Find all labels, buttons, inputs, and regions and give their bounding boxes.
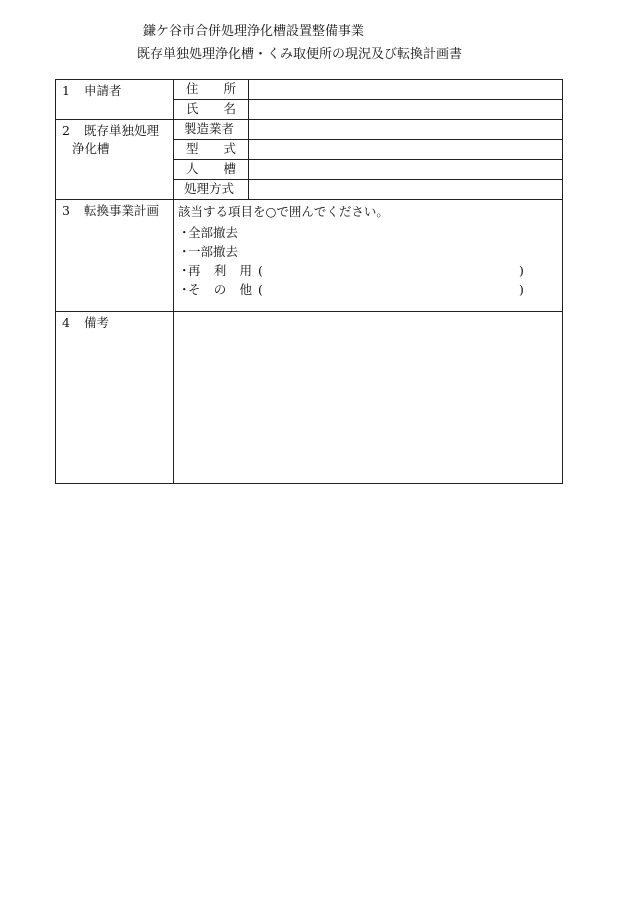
open-paren: ( xyxy=(258,262,263,278)
conversion-plan-form-table xyxy=(55,79,563,484)
close-paren: ) xyxy=(519,281,524,297)
section-number: 1 xyxy=(62,83,70,98)
section-title: 転換事業計画 xyxy=(84,203,160,218)
section-title-continued: 浄化槽 xyxy=(72,141,110,156)
section-title: 既存単独処理 xyxy=(84,123,160,138)
open-paren: ( xyxy=(258,281,263,297)
option-label: 全部撤去 xyxy=(188,224,239,240)
section-remarks-label xyxy=(56,312,174,484)
treatment-method-label: 処理方式 xyxy=(174,180,249,200)
table-row xyxy=(56,312,563,484)
option-other[interactable]: ・ そ の 他 ( ) xyxy=(178,281,524,297)
option-full-removal[interactable]: ・ 全部撤去 xyxy=(178,224,239,240)
section-applicant-label xyxy=(56,80,174,120)
option-reuse[interactable]: ・ 再 利 用 ( ) xyxy=(178,262,524,278)
form-header-line1: 鎌ケ谷市合併処理浄化槽設置整備事業 xyxy=(143,24,365,39)
capacity-field[interactable] xyxy=(249,160,563,180)
option-partial-removal[interactable]: ・ 一部撤去 xyxy=(178,243,239,259)
form-title: 既存単独処理浄化槽・くみ取便所の現況及び転換計画書 xyxy=(137,47,463,62)
option-label: 一部撤去 xyxy=(188,243,239,259)
table-row xyxy=(56,200,563,312)
name-field[interactable] xyxy=(249,100,563,120)
remarks-field[interactable] xyxy=(174,312,563,484)
table-row xyxy=(56,80,563,100)
model-label: 型 式 xyxy=(174,140,249,160)
name-label: 氏 名 xyxy=(174,100,249,120)
section-conversion-plan-label xyxy=(56,200,174,312)
section-number: 3 xyxy=(62,203,70,218)
manufacturer-label: 製造業者 xyxy=(174,120,249,140)
model-field[interactable] xyxy=(249,140,563,160)
option-label: 再 利 用 xyxy=(188,262,252,278)
section-existing-tank-label xyxy=(56,120,174,200)
conversion-plan-options xyxy=(174,200,563,312)
treatment-method-field[interactable] xyxy=(249,180,563,200)
option-label: そ の 他 xyxy=(188,281,252,297)
close-paren: ) xyxy=(519,262,524,278)
table-row xyxy=(56,120,563,140)
manufacturer-field[interactable] xyxy=(249,120,563,140)
section-title: 備考 xyxy=(84,315,110,330)
address-label: 住 所 xyxy=(174,80,249,100)
address-field[interactable] xyxy=(249,80,563,100)
section-number: 4 xyxy=(62,315,70,330)
section-number: 2 xyxy=(62,123,70,138)
capacity-label: 人 槽 xyxy=(174,160,249,180)
instruction-text: 該当する項目を○で囲んでください。 xyxy=(178,204,389,219)
section-title: 申請者 xyxy=(84,83,122,98)
